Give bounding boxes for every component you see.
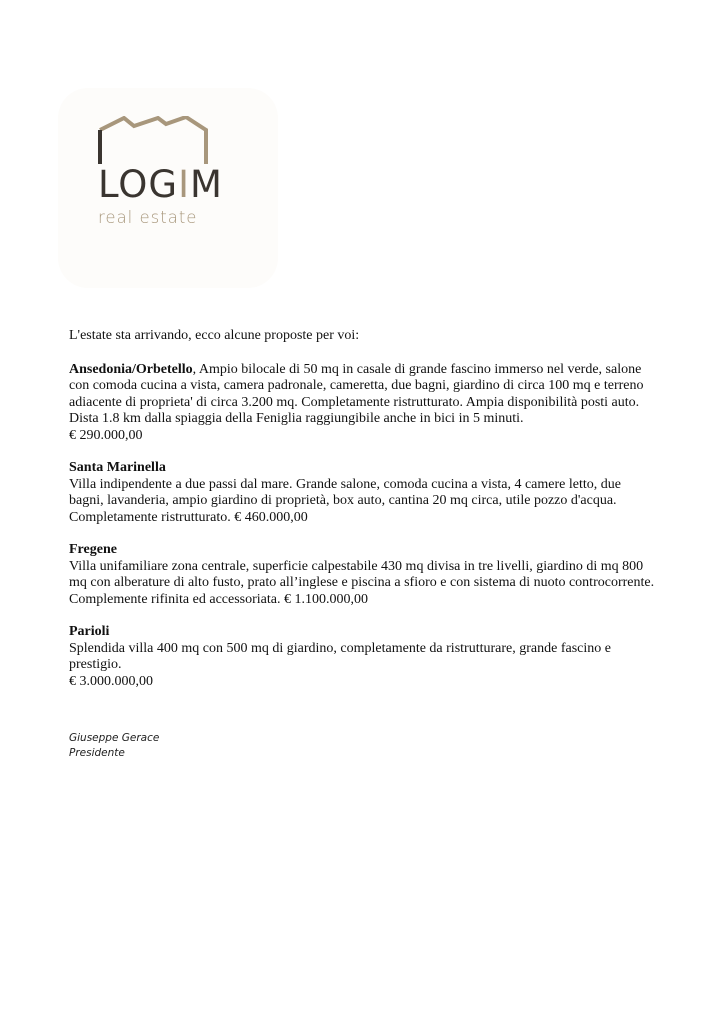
- listing-santa-marinella: [69, 460, 659, 526]
- logo-tagline: real estate: [98, 208, 198, 227]
- listing-parioli: [69, 624, 659, 690]
- listing-title: Parioli: [69, 624, 110, 639]
- listing-fregene: [69, 542, 659, 608]
- listing-title: Ansedonia/Orbetello: [69, 361, 193, 377]
- intro-text: L'estate sta arrivando, ecco alcune proposte per voi:: [69, 328, 360, 343]
- logo-word-accent: I: [178, 163, 191, 206]
- logo-wordmark: [98, 163, 223, 206]
- signature-name: Giuseppe Gerace: [69, 732, 160, 744]
- listing-ansedonia: [69, 362, 659, 445]
- listing-description: , Ampio bilocale di 50 mq in casale di grande fascino immerso nel verde, salone con comoda cucina a vista, camera padronale, cameretta, due bagni, giardino di circa 100 mq e terreno adiacente di proprieta' di circa 3.200 mq. Completamente ristrutturato. Ampia disponibilità posti auto. Dista 1.8 km dalla spiaggia della Feniglia raggiungibile anche in bici in 5 minuti.: [69, 361, 644, 426]
- letter-body: [69, 328, 659, 706]
- signature-block: [69, 731, 159, 761]
- listing-price: € 3.000.000,00: [69, 673, 153, 689]
- logo-word-part2: M: [190, 163, 223, 206]
- listing-title: Fregene: [69, 542, 117, 557]
- company-logo: [58, 88, 278, 288]
- signature-role: Presidente: [69, 747, 125, 759]
- listing-description: Splendida villa 400 mq con 500 mq di giardino, completamente da ristrutturare, grande fascino e prestigio.: [69, 640, 611, 672]
- listing-description: Villa indipendente a due passi dal mare. Grande salone, comoda cucina a vista, 4 camere letto, due bagni, lavanderia, ampio giardino di proprietà, box auto, cantina 20 mq circa, utile pozzo d'acqua. Completamente ristrutturato. € 460.000,00: [69, 476, 621, 525]
- logo-word-part1: LOG: [98, 163, 179, 206]
- listing-title: Santa Marinella: [69, 460, 166, 475]
- house-outline-icon: [98, 116, 218, 166]
- listing-description: Villa unifamiliare zona centrale, superficie calpestabile 430 mq divisa in tre livelli, giardino di mq 800 mq con alberature di alto fusto, prato all’inglese e piscina a sfioro e con sistema di nuoto controcorrente. Complemente rifinita ed accessoriata. € 1.100.000,00: [69, 558, 655, 607]
- listing-price: € 290.000,00: [69, 427, 143, 443]
- listing-paragraph: [69, 362, 659, 428]
